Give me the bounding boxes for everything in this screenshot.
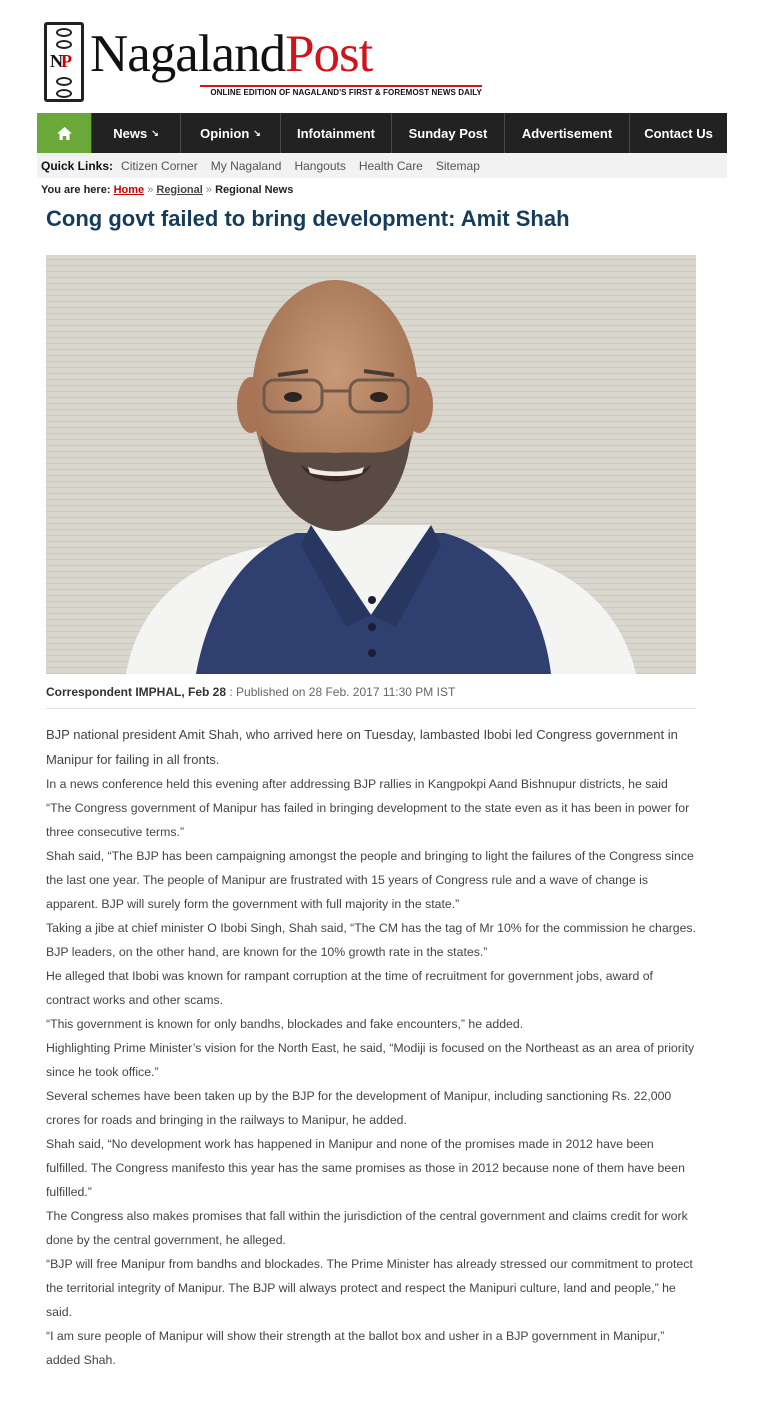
emblem-ring-icon [56,40,72,49]
quick-link-my-nagaland[interactable]: My Nagaland [210,158,282,173]
article-paragraph: “I am sure people of Manipur will show their strength at the ballot box and usher in a BJP government in Manipur,” added Shah. [46,1329,665,1367]
logo-emblem[interactable] [44,22,84,102]
article-paragraph: Shah said, “The BJP has been campaigning amongst the people and bringing to light the failures of the Congress since the last one year. The people of Manipur are frustrated with 15 years of Congress rule and a wave of change is apparent. BJP will surely form the government with full majority in the state.” [46,849,694,911]
emblem-ring-icon [56,77,72,86]
chevron-down-icon: ↘ [253,127,261,138]
article-paragraph: The Congress also makes promises that fall within the jurisdiction of the central government and claims credit for work done by the central government, he alleged. [46,1209,688,1247]
byline-correspondent: Correspondent IMPHAL, Feb 28 [46,685,227,699]
byline-published-date: : Published on 28 Feb. 2017 11:30 PM IST [229,685,456,699]
article-paragraph: Several schemes have been taken up by the BJP for the development of Manipur, including sanctioning Rs. 22,000 crores for roads and bringing in the railways to Manipur, he added. [46,1089,672,1127]
article-paragraph: “BJP will free Manipur from bandhs and blockades. The Prime Minister has already stressed our commitment to protect the territorial integrity of Manipur. The BJP will always protect and respect the Manipuri culture, land and people,” he said. [46,1257,693,1319]
breadcrumb-current: Regional News [215,184,294,196]
quick-link-hangouts[interactable]: Hangouts [294,158,346,173]
nav-item-news[interactable]: News ↘ [92,113,181,153]
emblem-ring-icon [56,89,72,98]
article-paragraph: In a news conference held this evening after addressing BJP rallies in Kangpokpi Aand Bishnupur districts, he said “The Congress government of Manipur has failed in bringing development to the state even as it has been in power for three consecutive terms.” [46,777,690,839]
site-header [44,20,484,104]
nav-item-opinion[interactable]: Opinion ↘ [181,113,281,153]
quick-links-label: Quick Links: [41,158,114,173]
quick-link-sitemap[interactable]: Sitemap [435,158,480,173]
article-paragraph: Shah said, “No development work has happened in Manipur and none of the promises made in 2012 have been fulfilled. The Congress manifesto this year has the same promises as those in 2012 because none of them have been fulfilled.” [46,1137,685,1199]
article-byline [46,685,696,709]
quick-link-citizen-corner[interactable]: Citizen Corner [121,158,198,173]
emblem-monogram: NP [50,51,70,71]
article-photo [46,255,696,674]
breadcrumb-regional-link[interactable]: Regional [156,184,203,196]
article-paragraph: “This government is known for only bandhs, blockades and fake encounters,” he added. [46,1017,524,1031]
site-logo[interactable]: NagalandPost [90,25,373,83]
main-nav [37,113,727,153]
quick-link-health-care[interactable]: Health Care [358,158,423,173]
article-body [46,722,696,1372]
breadcrumb [41,184,293,196]
breadcrumb-separator: » [147,184,154,196]
chevron-down-icon: ↘ [151,127,159,138]
site-tagline: ONLINE EDITION OF NAGALAND'S FIRST & FOREMOST NEWS DAILY [200,85,482,97]
nav-item-sunday-post[interactable]: Sunday Post [392,113,505,153]
breadcrumb-separator: » [205,184,213,196]
portrait-illustration [46,255,696,674]
article-paragraph: Taking a jibe at chief minister O Ibobi Singh, Shah said, “The CM has the tag of Mr 10% for the commission he charges. BJP leaders, on the other hand, are known for the 10% growth rate in the states.” [46,921,696,959]
breadcrumb-home-link[interactable]: Home [113,184,145,196]
nav-item-contact-us[interactable]: Contact Us [644,125,713,141]
nav-home-button[interactable] [37,113,92,153]
breadcrumb-label: You are here: [41,184,111,196]
nav-item-advertisement[interactable]: Advertisement [505,113,630,153]
home-icon [56,126,73,141]
article-title: Cong govt failed to bring development: Amit Shah [46,206,570,231]
emblem-ring-icon [56,28,72,37]
quick-links-bar [37,153,727,178]
nav-item-infotainment[interactable]: Infotainment [281,113,392,153]
article-paragraph: BJP national president Amit Shah, who arrived here on Tuesday, lambasted Ibobi led Congress government in Manipur for failing in all fronts. [46,727,678,767]
article-paragraph: He alleged that Ibobi was known for rampant corruption at the time of recruitment for government jobs, award of contract works and other scams. [46,969,653,1007]
article-paragraph: Highlighting Prime Minister’s vision for the North East, he said, “Modiji is focused on the Northeast as an area of priority since he took office.” [46,1041,695,1079]
